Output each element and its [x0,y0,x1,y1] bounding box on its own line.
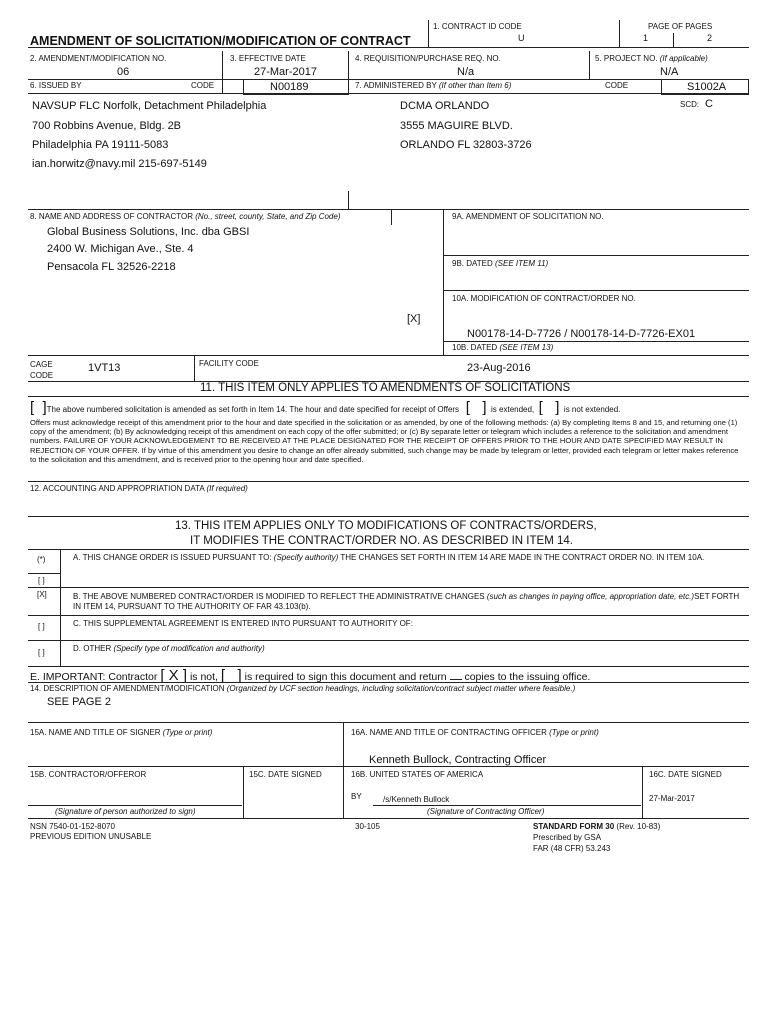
scd-value: C [705,98,713,110]
contractor-line-1: Global Business Solutions, Inc. dba GBSI [47,226,250,238]
divider [391,209,392,225]
officer-signature: /s/Kenneth Bullock [383,795,450,804]
rule [28,481,749,482]
nsn: NSN 7540-01-152-8070 [30,822,115,831]
important-line: E. IMPORTANT: Contractor [ X ] is not, [ ] is required to sign this document and return copies to the issuing office. [30,667,591,684]
solicitation-amended-checkbox[interactable]: [ ] [30,399,47,416]
divider [194,355,195,381]
contracting-officer-name: Kenneth Bullock, Contracting Officer [369,754,547,766]
section-13-heading-2: IT MODIFIES THE CONTRACT/ORDER NO. AS DESCRIBED IN ITEM 14. [190,535,573,547]
divider [642,766,643,818]
rule [443,290,749,291]
box15c-label: 15C. DATE SIGNED [249,770,322,779]
rule [28,79,749,80]
box16b-label: 16B. UNITED STATES OF AMERICA [351,770,484,779]
divider [673,33,674,47]
rule [28,355,749,356]
box9b-label: 9B. DATED (SEE ITEM 11) [452,259,549,268]
rule [28,93,749,94]
divider [348,191,349,209]
signature-line-officer [373,805,641,806]
divider [222,51,223,93]
row-b-text: B. THE ABOVE NUMBERED CONTRACT/ORDER IS MODIFIED TO REFLECT THE ADMINISTRATIVE CHANGES (such as changes in paying office, appropriation date, etc.)SET FORTH IN ITEM 14, PURSUANT TO THE AUTHORITY OF FAR 43.103(b). [73,592,740,611]
rule [28,818,749,819]
form-code: 30-105 [355,822,380,831]
rule [28,549,749,550]
box8-label: 8. NAME AND ADDRESS OF CONTRACTOR (No., street, county, State, and Zip Code) [30,212,341,221]
effective-date: 27-Mar-2017 [254,66,317,78]
administrator-line-1: DCMA ORLANDO [400,100,490,112]
cage-label-2: CODE [30,371,54,380]
rule [28,587,749,588]
box15b-label: 15B. CONTRACTOR/OFFEROR [30,770,147,779]
previous-edition: PREVIOUS EDITION UNUSABLE [30,832,152,841]
contractor-line-3: Pensacola FL 32526-2218 [47,261,176,273]
divider [619,20,620,47]
row-d-text: D. OTHER (Specify type of modification and authority) [73,644,265,653]
box10b-label: 10B. DATED (SEE ITEM 13) [452,343,554,352]
facility-code-label: FACILITY CODE [199,359,259,368]
modification-description: SEE PAGE 2 [47,696,111,708]
scd-label: SCD: [680,100,700,109]
box5-label: 5. PROJECT NO. (If applicable) [595,54,708,63]
section-13-heading-1: 13. THIS ITEM APPLIES ONLY TO MODIFICATIONS OF CONTRACTS/ORDERS, [175,520,597,532]
contract-dated: 23-Aug-2016 [467,362,531,374]
rule [443,341,749,342]
divider [443,209,444,355]
issuer-line-4: ian.horwitz@navy.mil 215-697-5149 [32,158,207,170]
by-label: BY [351,792,362,801]
contractor-line-2: 2400 W. Michigan Ave., Ste. 4 [47,243,194,255]
issuer-line-2: 700 Robbins Avenue, Bldg. 2B [32,120,182,132]
rule [28,682,749,683]
is-not-checkbox[interactable]: [ X ] [160,667,188,684]
box10a-checkbox[interactable]: [X] [407,313,421,325]
row-blank-checkbox[interactable]: [ ] [38,576,45,585]
requisition-number: N/a [457,66,475,78]
box2-label: 2. AMENDMENT/MODIFICATION NO. [30,54,167,63]
far-reference: FAR (48 CFR) 53.243 [533,844,611,853]
box14-label: 14. DESCRIPTION OF AMENDMENT/MODIFICATION (Organized by UCF section headings, including solicitation/contract subject matter where feasible.) [30,684,576,693]
rule [28,615,749,616]
row-c-text: C. THIS SUPPLEMENTAL AGREEMENT IS ENTERED INTO PURSUANT TO AUTHORITY OF: [73,619,413,628]
rule [28,573,61,574]
contract-id-code: U [518,33,525,43]
issuer-code: N00189 [270,81,309,93]
divider [428,20,429,47]
officer-signature-note: (Signature of Contracting Officer) [427,807,545,816]
divider [60,549,61,666]
page-of-pages-label: PAGE OF PAGES [648,22,713,31]
issuer-line-3: Philadelphia PA 19111-5083 [32,139,169,151]
total-pages: 2 [707,33,713,43]
box7-label: 7. ADMINISTERED BY (If other than Item 6) [355,81,512,90]
box6-code-label: CODE [191,81,215,90]
box1-label: 1. CONTRACT ID CODE [433,22,522,31]
box12-label: 12. ACCOUNTING AND APPROPRIATION DATA (If required) [30,484,248,493]
prescribed-by: Prescribed by GSA [533,833,602,842]
row-a-checkbox[interactable]: (*) [37,555,46,564]
date-signed-officer: 27-Mar-2017 [649,794,695,803]
offers-not-extended-checkbox[interactable]: [ ] [538,399,560,416]
rule [28,396,749,397]
contract-order-number: N00178-14-D-7726 / N00178-14-D-7726-EX01 [467,328,696,340]
row-a-text: A. THIS CHANGE ORDER IS ISSUED PURSUANT TO: (Specify authority) THE CHANGES SET FORTH IN ITEM 14 ARE MADE IN THE CONTRACT ORDER NO. IN ITEM 10A. [73,553,705,562]
rule [28,47,749,48]
project-number: N/A [660,66,679,78]
signature-line-contractor [28,805,242,806]
offers-extended-checkbox[interactable]: [ ] [465,399,487,416]
section-11-heading: 11. THIS ITEM ONLY APPLIES TO AMENDMENTS OF SOLICITATIONS [200,382,571,394]
divider [343,722,344,818]
issuer-line-1: NAVSUP FLC Norfolk, Detachment Philadelphia [32,100,267,112]
rule [28,640,749,641]
cage-label: CAGE [30,360,53,369]
box15a-label: 15A. NAME AND TITLE OF SIGNER (Type or print) [30,728,213,737]
box10a-label: 10A. MODIFICATION OF CONTRACT/ORDER NO. [452,294,636,303]
box9a-label: 9A. AMENDMENT OF SOLICITATION NO. [452,212,604,221]
row-d-checkbox[interactable]: [ ] [38,648,45,657]
row-c-checkbox[interactable]: [ ] [38,622,45,631]
form-title: AMENDMENT OF SOLICITATION/MODIFICATION OF CONTRACT [30,34,411,48]
box16c-label: 16C. DATE SIGNED [649,770,722,779]
rule [28,666,749,667]
modification-number: 06 [117,66,130,78]
administrator-line-2: 3555 MAGUIRE BLVD. [400,120,513,132]
divider [589,51,590,79]
divider [243,766,244,818]
cage-code: 1VT13 [88,362,121,374]
box7-code-label: CODE [605,81,629,90]
is-required-checkbox[interactable]: [ ] [220,667,242,684]
box16a-label: 16A. NAME AND TITLE OF CONTRACTING OFFICER (Type or print) [351,728,599,737]
rule [28,722,749,723]
rule [28,516,749,517]
rule [443,255,749,256]
page-number: 1 [643,33,649,43]
box4-label: 4. REQUISITION/PURCHASE REQ. NO. [355,54,501,63]
rule [28,766,749,767]
box3-label: 3. EFFECTIVE DATE [230,54,306,63]
box6-label: 6. ISSUED BY [30,81,82,90]
section-11-body: Offers must acknowledge receipt of this amendment prior to the hour and date specified in the solicitation or as amended, by one of the following methods: (a) By completing Items 8 and 15, and returning one (1) copy of the amendment; (b) By acknowledging receipt of this amendment on each copy of the offer submitted; or (c) By separate letter or telegram which includes a reference to the solicitation and amendment numbers. FAILURE OF YOUR ACKNOWLEDGEMENT TO BE RECEIVED AT THE PLACE DESIGNATED FOR THE RECEIPT OF OFFERS PRIOR TO THE HOUR AND DATE SPECIFIED MAY RESULT IN REJECTION OF YOUR OFFER. If by virtue of this amendment you desire to change an offer already submitted, such change may be made by telegram or letter, provided each telegram or letter makes reference to the solicitation and this amendment, and is received prior to the opening hour and date specified. [30,418,739,464]
administrator-line-3: ORLANDO FL 32803-3726 [400,139,532,151]
section-11-line: [ ]The above numbered solicitation is amended as set forth in Item 14. The hour and date specified for receipt of Offers [ ] is extended, [ ] is not extended. [30,399,621,416]
standard-form: STANDARD FORM 30 (Rev. 10-83) [533,822,661,831]
contractor-signature-note: (Signature of person authorized to sign) [55,807,196,816]
row-b-checkbox[interactable]: [X] [37,590,47,599]
rule [28,209,749,210]
administrator-code: S1002A [687,81,727,93]
